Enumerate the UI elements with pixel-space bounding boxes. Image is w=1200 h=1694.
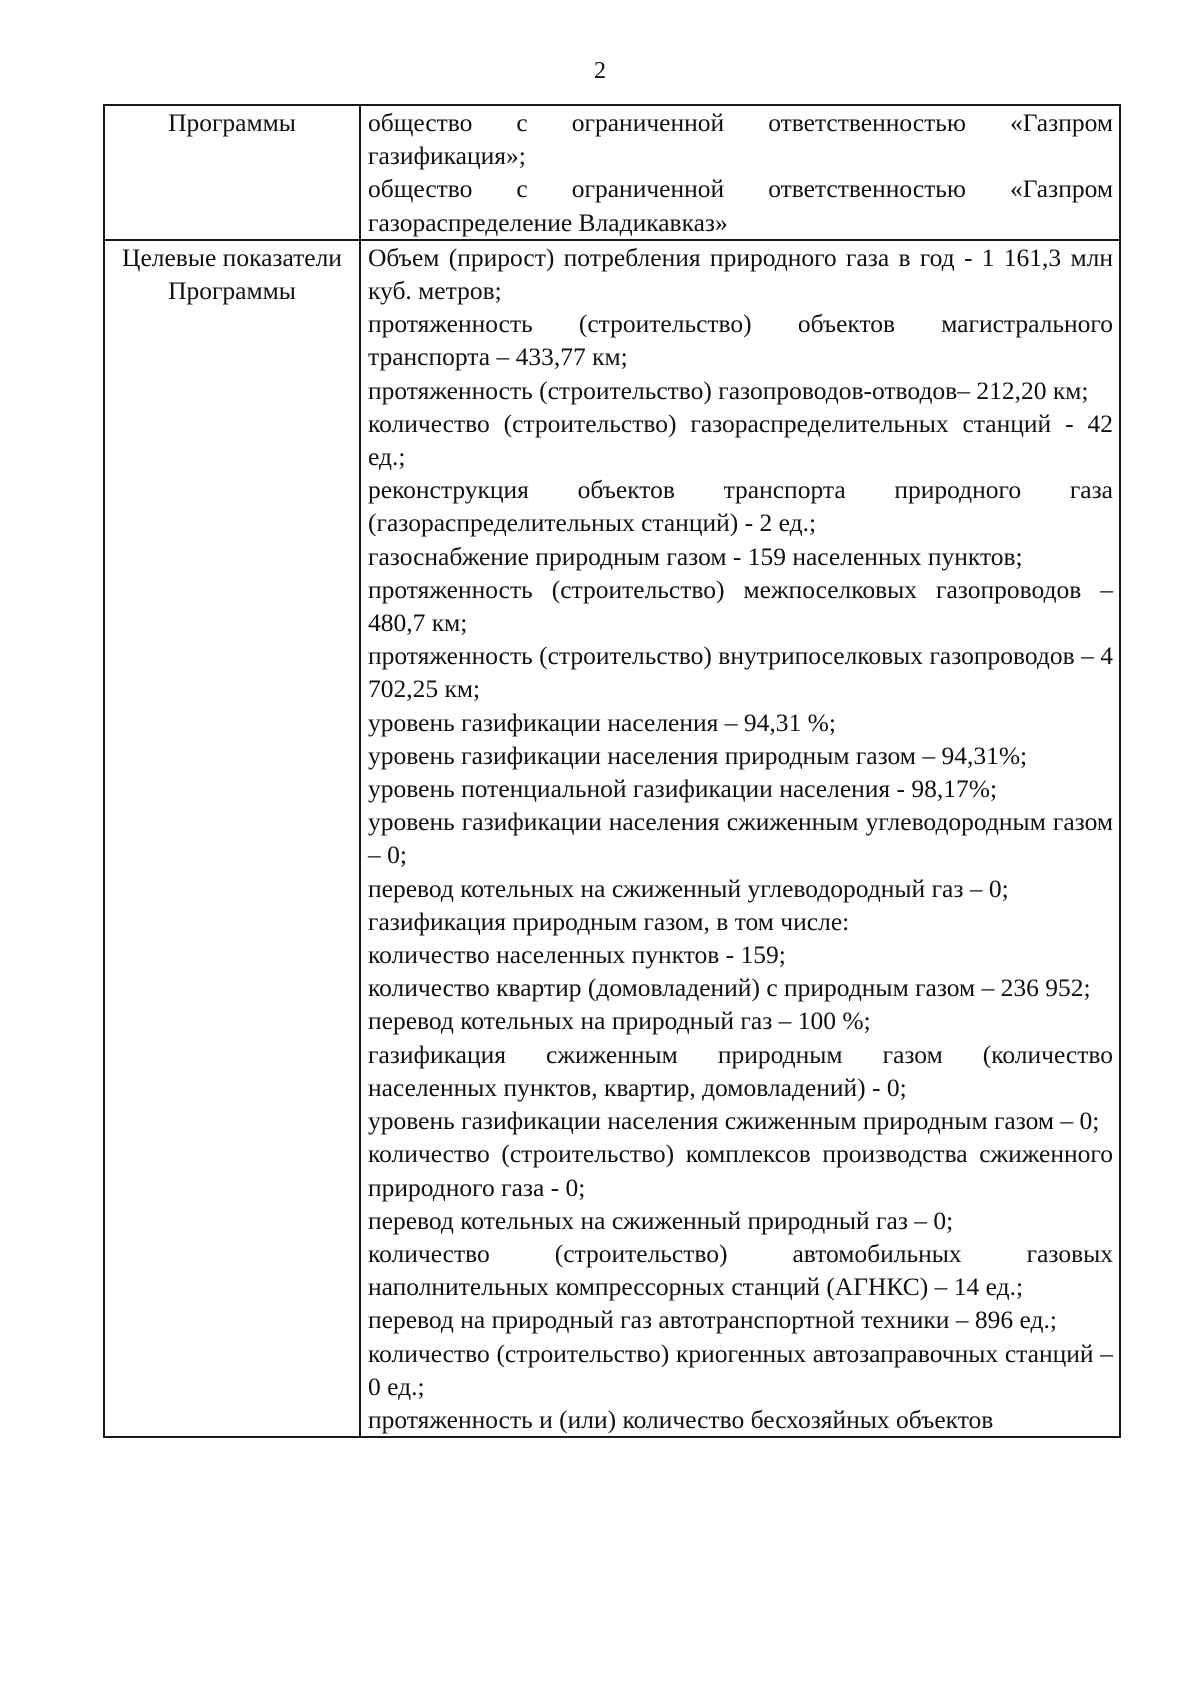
table-row <box>104 240 1120 1437</box>
row-label-cell <box>104 240 360 1437</box>
list-item: протяженность (строительство) внутрипоселковых газопроводов – 4 702,25 км; <box>368 641 1113 704</box>
list-item: газификация сжиженным природным газом (количество населенных пунктов, квартир, домовладений) - 0; <box>368 1039 1113 1102</box>
row-label: Целевые показатели Программы <box>122 242 342 306</box>
list-item: газификация природным газом, в том числе: <box>368 906 850 936</box>
list-item: количество (строительство) криогенных автозаправочных станций – 0 ед.; <box>368 1338 1113 1401</box>
row-label: Программы <box>168 108 296 137</box>
list-item: протяженность (строительство) объектов магистрального транспорта – 433,77 км; <box>368 309 1113 372</box>
list-item: количество (строительство) автомобильных газовых наполнительных компрессорных станций (АГНКС) – 14 ед.; <box>368 1238 1113 1302</box>
page-number: 2 <box>594 58 606 84</box>
list-item: уровень газификации населения сжиженным природным газом – 0; <box>368 1106 1100 1136</box>
list-item: перевод котельных на природный газ – 100 %; <box>368 1006 871 1036</box>
list-item: количество (строительство) газораспределительных станций - 42 ед.; <box>368 408 1113 472</box>
list-item: перевод котельных на сжиженный углеводородный газ – 0; <box>368 873 1009 903</box>
list-item: общество с ограниченной ответственностью «Газпром газификация»; <box>368 108 1113 171</box>
list-item: уровень газификации населения природным газом – 94,31%; <box>368 740 1028 770</box>
list-item: количество квартир (домовладений) с природным газом – 236 952; <box>368 973 1091 1003</box>
list-item: перевод котельных на сжиженный природный газ – 0; <box>368 1205 954 1235</box>
list-item: газоснабжение природным газом - 159 населенных пунктов; <box>368 541 1023 571</box>
list-item: общество с ограниченной ответственностью «Газпром газораспределение Владикавказ» <box>368 174 1113 237</box>
row-value-cell <box>360 105 1120 240</box>
list-item: реконструкция объектов транспорта природного газа (газораспределительных станций) - 2 ед.; <box>368 475 1113 538</box>
list-item: количество населенных пунктов - 159; <box>368 940 786 970</box>
program-passport-table <box>103 104 1121 1438</box>
list-item: перевод на природный газ автотранспортной техники – 896 ед.; <box>368 1305 1057 1335</box>
list-item: Объем (прирост) потребления природного газа в год - 1 161,3 млн куб. метров; <box>368 242 1113 306</box>
list-item: количество (строительство) комплексов производства сжиженного природного газа - 0; <box>368 1139 1113 1202</box>
list-item: протяженность (строительство) межпоселковых газопроводов – 480,7 км; <box>368 574 1113 638</box>
list-item: протяженность (строительство) газопроводов-отводов– 212,20 км; <box>368 375 1089 405</box>
table-row <box>104 105 1120 240</box>
list-item: протяженность и (или) количество бесхозяйных объектов <box>368 1404 994 1434</box>
row-label-cell <box>104 105 360 240</box>
row-value-cell <box>360 240 1120 1437</box>
list-item: уровень потенциальной газификации населения - 98,17%; <box>368 774 998 804</box>
list-item: уровень газификации населения сжиженным углеводородным газом – 0; <box>368 807 1113 870</box>
list-item: уровень газификации населения – 94,31 %; <box>368 707 836 737</box>
